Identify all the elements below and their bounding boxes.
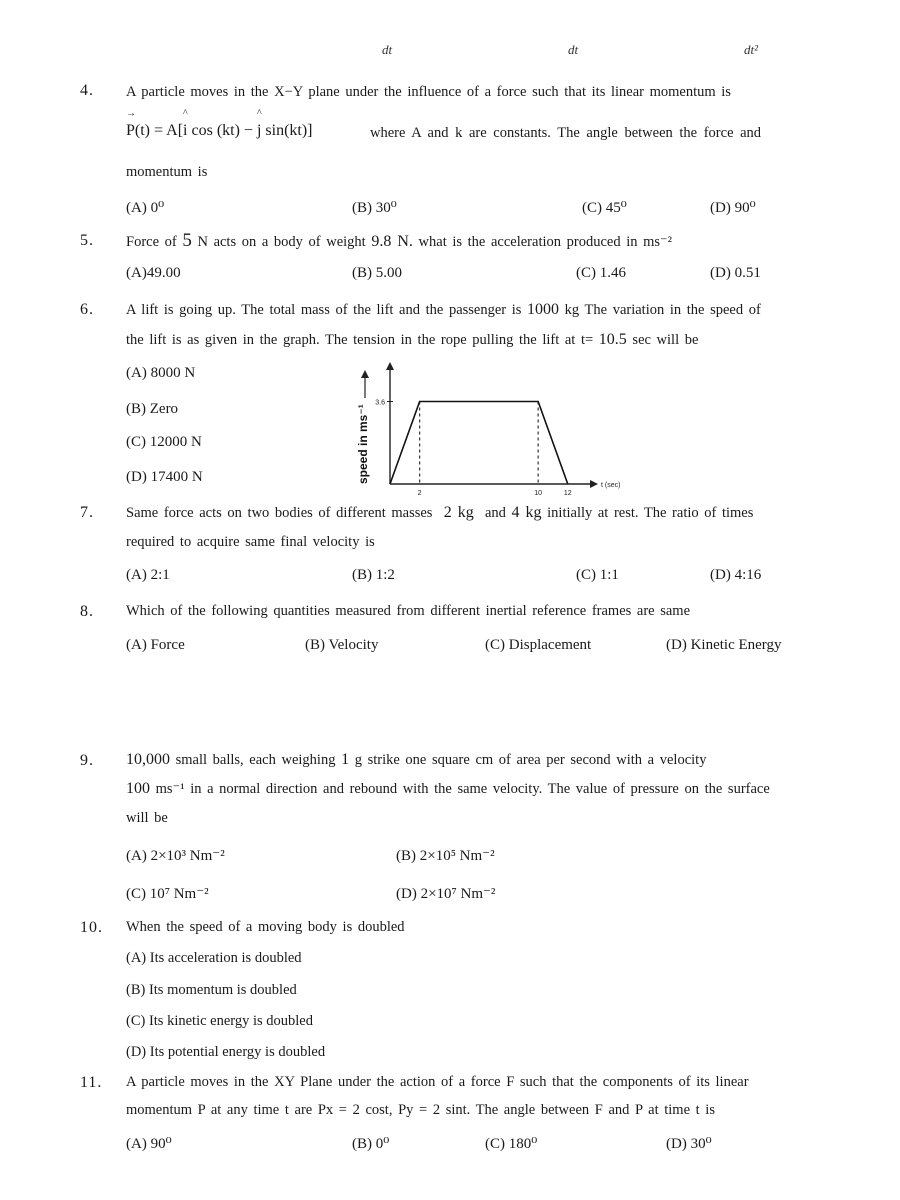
question-text: where A and k are constants. The angle between the force and [370, 125, 762, 141]
question-number: 10. [80, 919, 103, 936]
option-d[interactable]: (D) 2×10⁷ Nm⁻² [396, 886, 496, 902]
question-number: 11. [80, 1074, 103, 1091]
option-a[interactable]: (A)49.00 [126, 265, 181, 281]
vector-p: → P [126, 108, 136, 139]
option-b[interactable]: (B) 5.00 [352, 265, 402, 281]
option-a[interactable]: (A) Force [126, 637, 185, 653]
y-axis-label: speed in ms⁻¹ [356, 404, 370, 484]
y-axis-arrow-icon [386, 362, 394, 370]
question-text: Same force acts on two bodies of different masses 2 kg and 4 kg initially at rest. The ratio of times [126, 504, 754, 521]
question-text: required to acquire same final velocity is [126, 534, 375, 550]
y-label-arrow-icon [361, 370, 369, 378]
question-text: 100 ms⁻¹ in a normal direction and rebound with the same velocity. The value of pressure on the surface [126, 780, 770, 797]
question-number: 8. [80, 603, 94, 620]
option-b[interactable]: (B) 0⁰ [352, 1136, 390, 1152]
option-a[interactable]: (A) 0⁰ [126, 200, 165, 216]
hat-icon: ^ [256, 108, 262, 119]
option-c[interactable]: (C) 10⁷ Nm⁻² [126, 886, 209, 902]
option-c[interactable]: (C) 1:1 [576, 567, 619, 583]
formula-part: (t) = A[ [134, 122, 184, 139]
unit-vector-j: ^ j [256, 108, 262, 139]
question-text: the lift is as given in the graph. The tension in the rope pulling the lift at t= 10.5 sec will be [126, 331, 699, 348]
top-fragment-3: dt² [744, 42, 759, 57]
option-b[interactable]: (B) Velocity [305, 637, 379, 653]
momentum-formula [126, 108, 313, 140]
ball-count: 10,000 [126, 751, 170, 768]
option-c[interactable]: (C) 1.46 [576, 265, 626, 281]
option-a[interactable]: (A) Its acceleration is doubled [126, 950, 302, 966]
top-fragment-2: dt [568, 42, 579, 57]
option-c[interactable]: (C) 45⁰ [582, 200, 627, 216]
speed-value: 100 [126, 780, 150, 797]
x-tick-label: 10 [534, 490, 543, 497]
question-number: 5. [80, 232, 94, 249]
option-d[interactable]: (D) 4:16 [710, 567, 762, 583]
speed-time-graph [345, 362, 630, 502]
x-tick-label: 12 [563, 490, 572, 497]
question-number: 6. [80, 301, 94, 318]
speed-series-line [390, 402, 568, 485]
question-text: Which of the following quantities measured from different inertial reference frames are same [126, 603, 691, 619]
option-c[interactable]: (C) 12000 N [126, 434, 202, 450]
question-text: momentum is [126, 164, 208, 180]
unit-vector-i: ^ i [183, 108, 188, 139]
mass-1: 2 kg [443, 504, 474, 521]
x-axis-arrow-icon [590, 480, 598, 488]
option-a[interactable]: (A) 2×10³ Nm⁻² [126, 848, 225, 864]
option-b[interactable]: (B) Its momentum is doubled [126, 982, 297, 998]
option-d[interactable]: (D) 30⁰ [666, 1136, 712, 1152]
question-number: 4. [80, 82, 94, 99]
question-text: A particle moves in the XY Plane under the action of a force F such that the components of its linear [126, 1074, 749, 1090]
arrow-icon: → [126, 108, 136, 119]
force-value: 5 [182, 230, 192, 251]
option-b[interactable]: (B) 1:2 [352, 567, 395, 583]
question-text: A lift is going up. The total mass of the lift and the passenger is 1000 kg The variation in the speed of [126, 301, 761, 318]
option-d[interactable]: (D) Its potential energy is doubled [126, 1044, 326, 1060]
option-b[interactable]: (B) Zero [126, 401, 179, 417]
time-value: 10.5 [598, 331, 627, 348]
question-text: momentum P at any time t are Px = 2 cost, Py = 2 sint. The angle between F and P at time t is [126, 1102, 715, 1118]
mass-2: 4 kg [511, 504, 542, 521]
option-d[interactable]: (D) 17400 N [126, 469, 203, 485]
question-number: 9. [80, 752, 94, 769]
graph-marks [356, 362, 620, 497]
mass-value: 1000 [527, 301, 560, 318]
option-a[interactable]: (A) 8000 N [126, 365, 196, 381]
question-text: When the speed of a moving body is doubled [126, 919, 405, 935]
option-b[interactable]: (B) 30⁰ [352, 200, 397, 216]
option-a[interactable]: (A) 90⁰ [126, 1136, 172, 1152]
question-text: 10,000 small balls, each weighing 1 g strike one square cm of area per second with a velocity [126, 751, 707, 768]
y-tick-label: 3.6 [375, 399, 385, 407]
ball-mass: 1 [341, 751, 350, 768]
question-number: 7. [80, 504, 94, 521]
formula-part: sin(kt)] [261, 122, 313, 139]
option-c[interactable]: (C) 180⁰ [485, 1136, 538, 1152]
option-a[interactable]: (A) 2:1 [126, 567, 170, 583]
top-fragment-1: dt [382, 42, 393, 57]
question-text: A particle moves in the X−Y plane under the influence of a force such that its linear momentum is [126, 84, 731, 100]
option-d[interactable]: (D) 0.51 [710, 265, 761, 281]
weight-value: 9.8 N. [371, 233, 413, 250]
formula-part: cos (kt) − [187, 122, 257, 139]
option-c[interactable]: (C) Its kinetic energy is doubled [126, 1013, 313, 1029]
option-c[interactable]: (C) Displacement [485, 637, 592, 653]
option-d[interactable]: (D) Kinetic Energy [666, 637, 782, 653]
hat-icon: ^ [183, 108, 188, 119]
x-tick-label: 2 [417, 490, 422, 497]
option-d[interactable]: (D) 90⁰ [710, 200, 756, 216]
x-axis-label: t (sec) [601, 482, 621, 489]
option-b[interactable]: (B) 2×10⁵ Nm⁻² [396, 848, 495, 864]
question-text: Force of 5 N acts on a body of weight 9.8 N. what is the acceleration produced in ms⁻² [126, 230, 673, 251]
question-text: will be [126, 810, 168, 826]
